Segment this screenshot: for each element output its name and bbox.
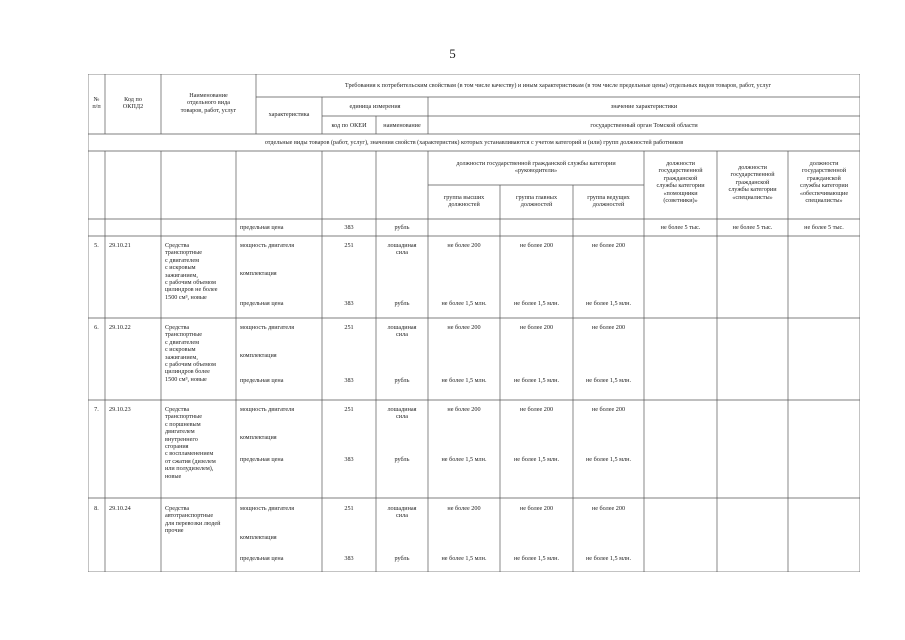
row-price-unit: рубль <box>394 377 410 384</box>
header-okpd-code: Код по ОКПД2 <box>122 96 144 111</box>
row-power: мощность двигателя <box>240 242 295 249</box>
row-price-okei: 383 <box>344 555 354 562</box>
row-number: 5. <box>94 242 99 249</box>
row-price-top: не более 1,5 млн. <box>441 456 487 463</box>
row-power-main: не более 200 <box>519 505 554 512</box>
category-support: должности государственной гражданской службы категории «обеспечивающие специалисты» <box>799 160 849 205</box>
row-price-okei: 383 <box>344 377 354 384</box>
row-power-okei: 251 <box>344 324 354 331</box>
header-state-organ: государственный орган Томской области <box>590 122 698 129</box>
row-price-leading: не более 1,5 млн. <box>585 300 632 307</box>
row-kit: комплектация <box>240 534 277 541</box>
category-specialists: должности государственной гражданской службы категории «специалисты» <box>728 164 777 201</box>
row-price-okei: 383 <box>344 456 354 463</box>
header-unit: единица измерения <box>349 103 401 110</box>
row-code: 29.10.23 <box>109 406 131 413</box>
row-power: мощность двигателя <box>240 324 295 331</box>
row-kit: комплектация <box>240 270 277 277</box>
cont-char: предельная цена <box>240 224 284 231</box>
row-price-leading: не более 1,5 млн. <box>585 377 632 384</box>
row-power-unit: лошадиная сила <box>387 324 417 339</box>
row-name: Средства транспортные с двигателем с искровым зажиганием, с рабочим объемом цилиндров не более 1500 см³, новые <box>165 242 218 301</box>
row-price-unit: рубль <box>394 456 410 463</box>
row-name: Средства транспортные с двигателем с искровым зажиганием, с рабочим объемом цилиндров более 1500 см³, новые <box>165 324 216 383</box>
group-leading: группа ведущих должностей <box>587 194 630 209</box>
row-price-unit: рубль <box>394 300 410 307</box>
header-unit-name: наименование <box>383 122 421 129</box>
row-power-main: не более 200 <box>519 242 554 249</box>
page-number: 5 <box>449 46 456 61</box>
row-power-leading: не более 200 <box>591 242 626 249</box>
row-name: Средства автотранспортные для перевозки людей прочие <box>165 505 221 535</box>
row-price: предельная цена <box>240 555 284 562</box>
row-price-top: не более 1,5 млн. <box>441 377 487 384</box>
row-price: предельная цена <box>240 300 284 307</box>
row-code: 29.10.21 <box>109 242 131 249</box>
row-power-leading: не более 200 <box>591 505 626 512</box>
row-price: предельная цена <box>240 456 284 463</box>
header-number: № п/п <box>92 96 101 111</box>
row-name: Средства транспортные с поршневым двигателем внутреннего сгорания с воспламенением от сжатия (дизелем или полудизелем), новые <box>165 406 216 480</box>
header-value: значение характеристики <box>610 103 678 110</box>
cont-advisers: не более 5 тыс. <box>660 224 701 231</box>
row-power-okei: 251 <box>344 406 354 413</box>
row-price-leading: не более 1,5 млн. <box>585 555 632 562</box>
cont-support: не более 5 тыс. <box>804 224 844 231</box>
row-price-main: не более 1,5 млн. <box>513 555 560 562</box>
row-code: 29.10.22 <box>109 324 131 331</box>
group-top: группа высших должностей <box>443 194 485 209</box>
row-power-main: не более 200 <box>519 406 554 413</box>
row-power-okei: 251 <box>344 242 354 249</box>
group-main: группа главных должностей <box>515 194 558 209</box>
section-subtitle: отдельные виды товаров (работ, услуг), значения свойств (характеристик) которых устанавливаются с учетом категорий и (или) групп должностей работников <box>264 139 684 146</box>
header-okei-code: код по ОКЕИ <box>331 122 367 129</box>
header-characteristic: характеристика <box>268 111 310 118</box>
table-grid-lines <box>88 74 860 572</box>
row-price-main: не более 1,5 млн. <box>513 456 560 463</box>
row-power-unit: лошадиная сила <box>387 505 417 520</box>
row-power-top: не более 200 <box>447 242 481 249</box>
row-kit: комплектация <box>240 352 277 359</box>
requirements-table <box>88 74 860 572</box>
cont-specialists: не более 5 тыс. <box>732 224 773 231</box>
row-power-top: не более 200 <box>447 324 481 331</box>
row-power-top: не более 200 <box>447 406 481 413</box>
row-kit: комплектация <box>240 434 277 441</box>
row-price-top: не более 1,5 млн. <box>441 555 487 562</box>
row-power-leading: не более 200 <box>591 406 626 413</box>
category-heads: должности государственной гражданской службы категории «руководители» <box>456 160 616 175</box>
cont-unit: рубль <box>394 224 410 231</box>
row-power: мощность двигателя <box>240 505 295 512</box>
row-power: мощность двигателя <box>240 406 295 413</box>
header-requirements: Требования к потребительским свойствам (в том числе качеству) и иным характеристикам (в том числе предельные цены) отдельных видов товаров, работ, услуг <box>344 82 772 89</box>
row-number: 8. <box>94 505 99 512</box>
row-power-main: не более 200 <box>519 324 554 331</box>
row-power-unit: лошадиная сила <box>387 242 417 257</box>
row-price-main: не более 1,5 млн. <box>513 300 560 307</box>
cont-okei: 383 <box>344 224 354 231</box>
header-item-name: Наименование отдельного вида товаров, работ, услуг <box>180 92 237 114</box>
row-number: 6. <box>94 324 99 331</box>
row-power-okei: 251 <box>344 505 354 512</box>
row-power-leading: не более 200 <box>591 324 626 331</box>
row-code: 29.10.24 <box>109 505 131 512</box>
row-power-top: не более 200 <box>447 505 481 512</box>
category-advisers: должности государственной гражданской службы категории «помощники (советники)» <box>656 160 705 205</box>
row-price-unit: рубль <box>394 555 410 562</box>
row-price-main: не более 1,5 млн. <box>513 377 560 384</box>
row-price-top: не более 1,5 млн. <box>441 300 487 307</box>
row-price-okei: 383 <box>344 300 354 307</box>
row-price: предельная цена <box>240 377 284 384</box>
row-price-leading: не более 1,5 млн. <box>585 456 632 463</box>
row-number: 7. <box>94 406 99 413</box>
row-power-unit: лошадиная сила <box>387 406 417 421</box>
